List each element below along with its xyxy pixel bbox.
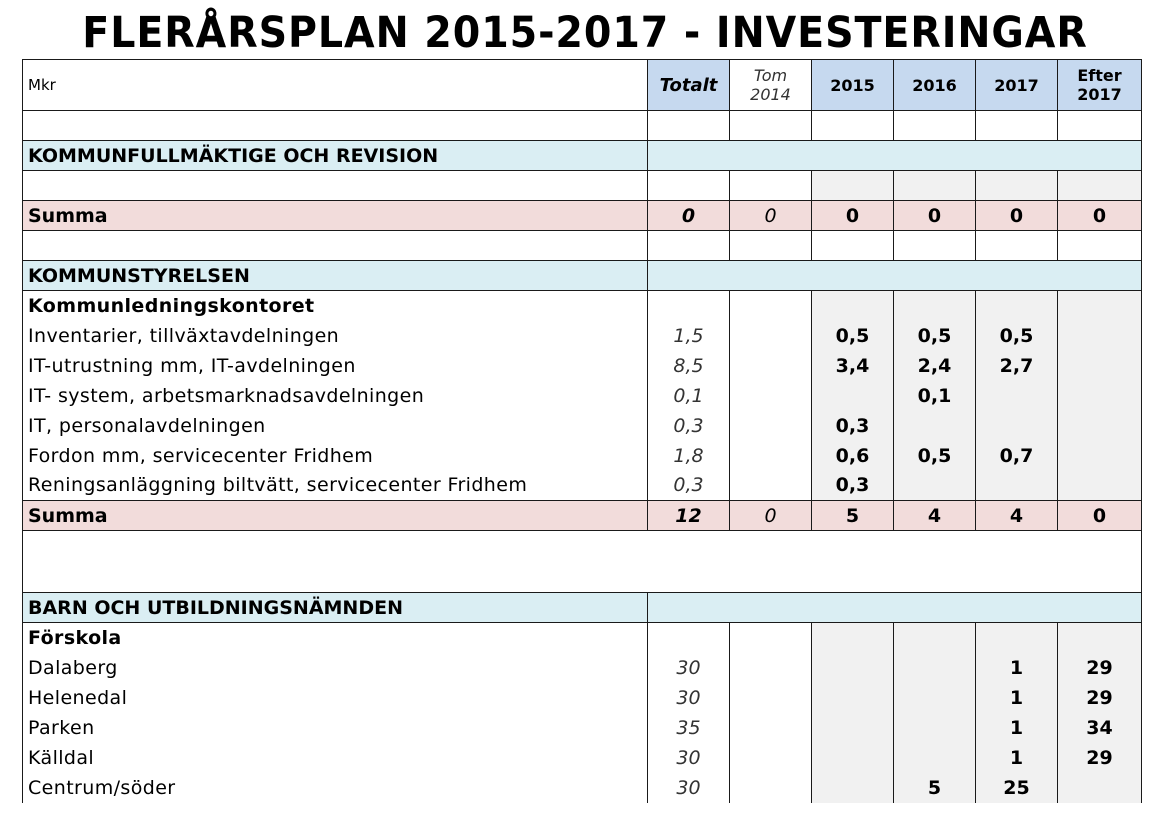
col-header-2015: 2015 — [812, 60, 894, 111]
row-label: Reningsanläggning biltvätt, servicecenter Fridhem — [23, 471, 648, 501]
summa-label: Summa — [23, 501, 648, 531]
blank-row — [23, 231, 1142, 261]
cell-2017: 0,7 — [976, 441, 1058, 471]
cell-totalt: 30 — [648, 683, 730, 713]
cell-2017: 0,5 — [976, 321, 1058, 351]
cell-efter-2017: 29 — [1058, 743, 1142, 773]
section-title: KOMMUNSTYRELSEN — [23, 261, 648, 291]
cell-tom-2014 — [730, 381, 812, 411]
subsection-row — [23, 291, 1142, 321]
cell-totalt: 30 — [648, 773, 730, 803]
cell-totalt: 1,5 — [648, 321, 730, 351]
tom-line1: Tom — [753, 66, 788, 85]
efter-line2: 2017 — [1077, 85, 1122, 104]
row-label: Källdal — [23, 743, 648, 773]
cell-tom-2014 — [730, 351, 812, 381]
section-header-ks — [23, 261, 1142, 291]
cell-2016: 4 — [894, 501, 976, 531]
cell-2015: 0 — [812, 201, 894, 231]
cell-2015: 5 — [812, 501, 894, 531]
cell-2017: 1 — [976, 743, 1058, 773]
row-label: Parken — [23, 713, 648, 743]
row-label: Centrum/söder — [23, 773, 648, 803]
cell-efter-2017: 29 — [1058, 683, 1142, 713]
cell-2015: 0,5 — [812, 321, 894, 351]
blank-row — [23, 171, 1142, 201]
cell-tom-2014 — [730, 743, 812, 773]
cell-2016: 0,5 — [894, 441, 976, 471]
blank-row — [23, 531, 1142, 593]
header-row — [23, 60, 1142, 111]
cell-totalt: 0,1 — [648, 381, 730, 411]
section-header-kf — [23, 141, 1142, 171]
summa-label: Summa — [23, 201, 648, 231]
row-label: IT-utrustning mm, IT-avdelningen — [23, 351, 648, 381]
cell-efter-2017: 29 — [1058, 653, 1142, 683]
row-label: IT, personalavdelningen — [23, 411, 648, 441]
cell-2016 — [894, 653, 976, 683]
col-header-2017: 2017 — [976, 60, 1058, 111]
cell-2017: 1 — [976, 713, 1058, 743]
table-row — [23, 471, 1142, 501]
cell-efter-2017 — [1058, 351, 1142, 381]
row-label: Helenedal — [23, 683, 648, 713]
col-header-tom-2014 — [730, 60, 812, 111]
cell-2017 — [976, 381, 1058, 411]
cell-2016 — [894, 683, 976, 713]
cell-2017: 2,7 — [976, 351, 1058, 381]
section-title: BARN OCH UTBILDNINGSNÄMNDEN — [23, 593, 648, 623]
cell-2016 — [894, 471, 976, 501]
table-row — [23, 321, 1142, 351]
cell-2016: 0,1 — [894, 381, 976, 411]
summa-row-ks — [23, 501, 1142, 531]
table-row — [23, 683, 1142, 713]
cell-tom-2014 — [730, 653, 812, 683]
cell-efter-2017 — [1058, 471, 1142, 501]
cell-2017: 1 — [976, 683, 1058, 713]
cell-tom-2014 — [730, 321, 812, 351]
cell-tom-2014 — [730, 713, 812, 743]
cell-2017: 4 — [976, 501, 1058, 531]
cell-2017: 25 — [976, 773, 1058, 803]
cell-totalt: 35 — [648, 713, 730, 743]
table-row — [23, 381, 1142, 411]
unit-label: Mkr — [23, 60, 648, 111]
row-label: Dalaberg — [23, 653, 648, 683]
cell-2016: 0,5 — [894, 321, 976, 351]
cell-2015 — [812, 743, 894, 773]
cell-efter-2017 — [1058, 773, 1142, 803]
table-row — [23, 713, 1142, 743]
cell-tom-2014 — [730, 773, 812, 803]
row-label: Inventarier, tillväxtavdelningen — [23, 321, 648, 351]
cell-2016 — [894, 743, 976, 773]
cell-2015: 3,4 — [812, 351, 894, 381]
cell-totalt: 0,3 — [648, 411, 730, 441]
cell-2016 — [894, 411, 976, 441]
cell-2017 — [976, 411, 1058, 441]
cell-2015 — [812, 683, 894, 713]
cell-2015 — [812, 381, 894, 411]
cell-totalt: 8,5 — [648, 351, 730, 381]
cell-tom-2014: 0 — [730, 201, 812, 231]
cell-2016 — [894, 713, 976, 743]
cell-tom-2014 — [730, 683, 812, 713]
efter-line1: Efter — [1077, 66, 1122, 85]
table-row — [23, 441, 1142, 471]
page-title: FLERÅRSPLAN 2015-2017 - INVESTERINGAR — [82, 8, 1088, 58]
subsection-title: Kommunledningskontoret — [23, 291, 648, 321]
cell-2016: 5 — [894, 773, 976, 803]
cell-totalt: 30 — [648, 743, 730, 773]
blank-row — [23, 111, 1142, 141]
investment-table — [22, 59, 1142, 803]
cell-2017 — [976, 471, 1058, 501]
col-header-efter-2017 — [1058, 60, 1142, 111]
cell-tom-2014 — [730, 471, 812, 501]
cell-efter-2017 — [1058, 321, 1142, 351]
table-row — [23, 351, 1142, 381]
cell-2015 — [812, 773, 894, 803]
cell-2015: 0,6 — [812, 441, 894, 471]
cell-efter-2017: 34 — [1058, 713, 1142, 743]
subsection-title: Förskola — [23, 623, 648, 653]
cell-efter-2017: 0 — [1058, 501, 1142, 531]
table-row — [23, 743, 1142, 773]
row-label: Fordon mm, servicecenter Fridhem — [23, 441, 648, 471]
cell-2015: 0,3 — [812, 471, 894, 501]
cell-tom-2014 — [730, 441, 812, 471]
section-header-bun — [23, 593, 1142, 623]
cell-2017: 0 — [976, 201, 1058, 231]
cell-totalt: 12 — [648, 501, 730, 531]
cell-tom-2014: 0 — [730, 501, 812, 531]
cell-totalt: 1,8 — [648, 441, 730, 471]
cell-tom-2014 — [730, 411, 812, 441]
cell-efter-2017: 0 — [1058, 201, 1142, 231]
subsection-row — [23, 623, 1142, 653]
cell-2016: 0 — [894, 201, 976, 231]
cell-2015: 0,3 — [812, 411, 894, 441]
table-row — [23, 773, 1142, 803]
col-header-2016: 2016 — [894, 60, 976, 111]
table-row — [23, 411, 1142, 441]
summa-row-kf — [23, 201, 1142, 231]
cell-totalt: 0,3 — [648, 471, 730, 501]
cell-2015 — [812, 653, 894, 683]
cell-2017: 1 — [976, 653, 1058, 683]
row-label: IT- system, arbetsmarknadsavdelningen — [23, 381, 648, 411]
cell-efter-2017 — [1058, 411, 1142, 441]
cell-2016: 2,4 — [894, 351, 976, 381]
cell-totalt: 30 — [648, 653, 730, 683]
tom-line2: 2014 — [750, 85, 791, 104]
table-row — [23, 653, 1142, 683]
cell-2015 — [812, 713, 894, 743]
cell-efter-2017 — [1058, 441, 1142, 471]
col-header-totalt: Totalt — [648, 60, 730, 111]
section-title: KOMMUNFULLMÄKTIGE OCH REVISION — [23, 141, 648, 171]
cell-totalt: 0 — [648, 201, 730, 231]
cell-efter-2017 — [1058, 381, 1142, 411]
